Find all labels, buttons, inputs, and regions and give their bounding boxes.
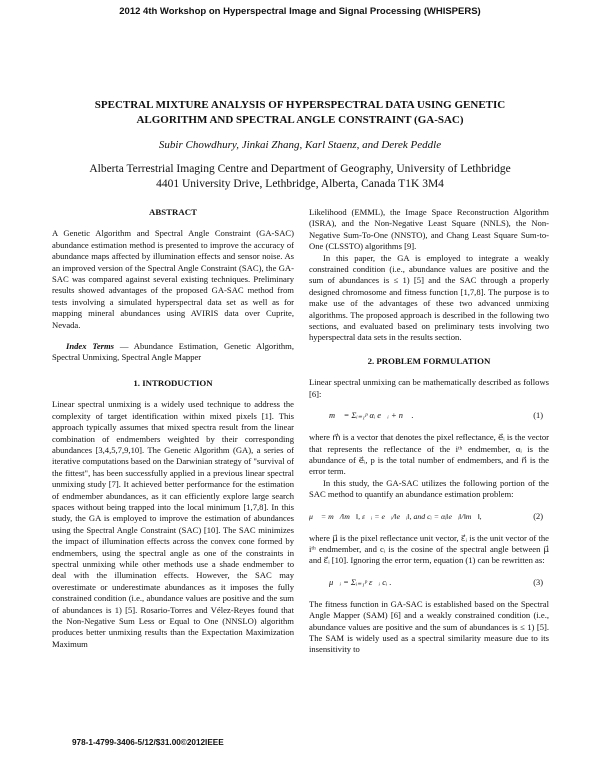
index-terms-text: — Abundance Estimation, Genetic Algorithm, Spectral Unmixing, Spectral Angle Mapper <box>52 341 294 363</box>
paper-title <box>40 98 560 128</box>
abstract-text: A Genetic Algorithm and Spectral Angle Constraint (GA-SAC) abundance estimation method is presented to improve the accuracy of abundance maps affected by illumination effects and sensor noise. As an improved version of the Spectral Angle Constraint (SAC), the GA-SAC was compared against several existing techniques. Preliminary results showed advantages of the proposed GA-SAC method from tests involving a simulated hyperspectral data set as well as for mapping mineral abundances using AVIRIS data over Cuprite, Nevada. <box>52 228 294 330</box>
right-paragraph-7: The fitness function in GA-SAC is established based on the Spectral Angle Mapper (SAM) [6] and a weakly constrained condition (i.e., abundance values are positive and the sum of abundances is ≤ 1) [5]. The SAM is widely used as a spectral similarity measure due to its insensitivity to <box>309 598 549 655</box>
introduction-text: Linear spectral unmixing is a widely used technique to address the complexity of target identification within mixed pixels [1]. This approach typically assumes that mixed spectra result from the linear combination of endmembers weighted by their corresponding abundances [3,4,5,7,9,10]. The Genetic Algorithm (GA), a series of iterative computations based on the Darwinian strategy of "survival of the fittest", has been successfully applied in a previous linear spectral unmixing study [7]. It achieved better performance for the estimation of endmember abundances, as it can efficiently explore large search spaces without being trapped into the local minimum [1,7,8]. In this study, the GA is employed to improve the estimation of abundances using the Spectral Angle Constraint (SAC) [10]. The SAC minimizes the impact of illumination effects across the convex cone formed by endmembers, using the spectral angle as one of the constraints in spectral unmixing while other methods use a shade endmember to deal with the illumination effects. However, the SAC may overestimate or underestimate abundances as it imposes the fully constrained condition (i.e., abundance values are positive and the sum of abundances is 1) [5]. Rosario-Torres and Vélez-Reyes found that the Non-Negative Sum Less or Equal to One (NNSLO) algorithm produces better unmixing results than the Expectation Maximization Maximum <box>52 399 294 649</box>
equation-1-body: m⃗ = Σᵢ₌₁ᵖ αᵢ e⃗ᵢ + n⃗ . <box>329 411 414 421</box>
abstract-heading: ABSTRACT <box>149 207 197 217</box>
equation-1-number: (1) <box>533 411 543 421</box>
left-column <box>52 207 294 650</box>
authors: Subir Chowdhury, Jinkai Zhang, Karl Staenz, and Derek Peddle <box>158 139 442 151</box>
equation-2-body: μ⃗ = m⃗/‖m⃗‖, ε⃗ᵢ = e⃗ᵢ/‖e⃗ᵢ‖, and cᵢ = αᵢ‖e⃗ᵢ‖/‖m⃗‖, <box>309 511 482 521</box>
conference-header: 2012 4th Workshop on Hyperspectral Image and Signal Processing (WHISPERS) <box>119 6 481 17</box>
index-terms-label: Index Terms <box>66 341 115 352</box>
right-paragraph-3: Linear spectral unmixing can be mathematically described as follows [6]: <box>309 377 549 399</box>
right-paragraph-1: Likelihood (EMML), the Image Space Reconstruction Algorithm (ISRA), and the Non-Negative Least Square (NNLS), the Non-Negative Sum-To-One (NNSTO), and Chang Least Square Sum-to-One (CLSSTO) algorithms [9]. <box>309 207 549 252</box>
right-column <box>309 207 549 656</box>
introduction-heading: 1. INTRODUCTION <box>133 377 213 388</box>
right-paragraph-2: In this paper, the GA is employed to integrate a weakly constrained condition (i.e., abundance values are positive and the sum of abundances is ≤ 1) [5] and the SAC through a properly designed chromosome and fitness function [1,7,8]. The purpose is to make use of the advantages of these two advanced unmixing algorithms. The proposed approach is described in the following two sections, and evaluated based on preliminary tests involving two hyperspectral data sets in the results section. <box>309 252 549 343</box>
right-paragraph-6: where μ⃗ is the pixel reflectance unit vector, ε⃗ᵢ is the unit vector of the iᵗʰ endmember, and cᵢ is the cosine of the spectral angle between μ⃗ and ε⃗ᵢ [10]. Ignoring the error term, equation (1) can be rewritten as: <box>309 532 549 566</box>
equation-2-number: (2) <box>533 511 543 521</box>
problem-formulation-heading: 2. PROBLEM FORMULATION <box>367 355 491 366</box>
affiliation-line-2: 4401 University Drive, Lethbridge, Alberta, Canada T1K 3M4 <box>156 178 444 190</box>
equation-3-number: (3) <box>533 577 543 587</box>
equation-3 <box>309 571 549 595</box>
title-line-2: ALGORITHM AND SPECTRAL ANGLE CONSTRAINT (GA-SAC) <box>136 114 464 126</box>
equation-2 <box>309 505 549 529</box>
affiliation <box>0 162 600 192</box>
index-terms <box>52 341 294 364</box>
equation-1 <box>309 404 549 428</box>
right-paragraph-5: In this study, the GA-SAC utilizes the following portion of the SAC method to quantify an abundance estimation problem: <box>309 477 549 500</box>
affiliation-line-1: Alberta Terrestrial Imaging Centre and Department of Geography, University of Lethbridge <box>89 163 511 175</box>
copyright-footer: 978-1-4799-3406-5/12/$31.00©2012IEEE <box>72 738 224 747</box>
title-line-1: SPECTRAL MIXTURE ANALYSIS OF HYPERSPECTRAL DATA USING GENETIC <box>94 99 506 111</box>
equation-3-body: μ⃗ᵢ = Σᵢ₌₁ᵖ ε⃗ᵢ cᵢ . <box>329 577 392 587</box>
right-paragraph-4: where m⃗ is a vector that denotes the pixel reflectance, e⃗ᵢ is the vector that represents the reflectance of the iᵗʰ endmember, αᵢ is the abundance of e⃗ᵢ, p is the total number of endmembers, and n⃗ is the error term. <box>309 432 549 477</box>
